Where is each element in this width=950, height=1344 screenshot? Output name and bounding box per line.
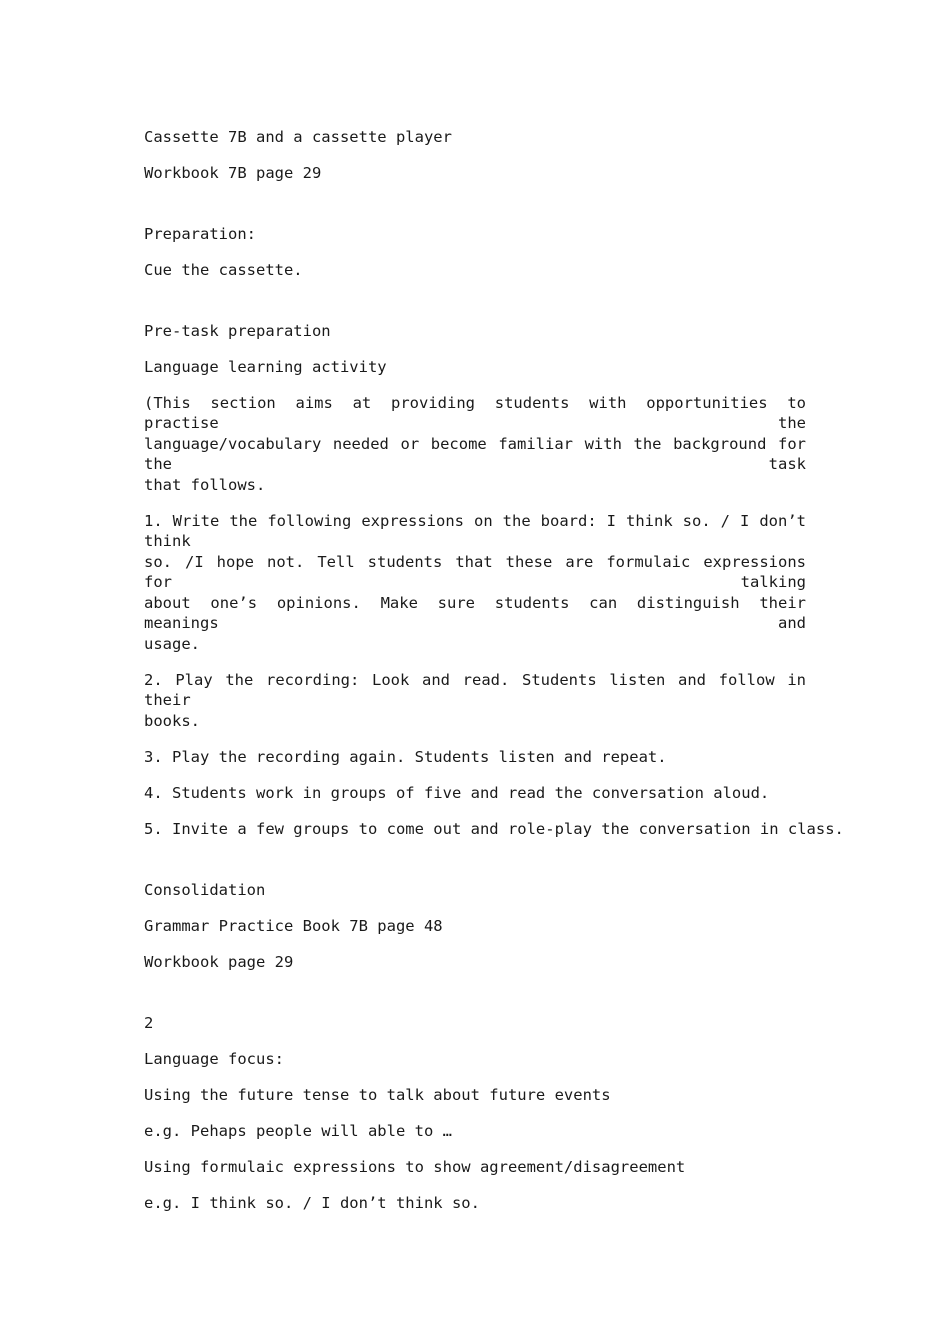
- step-1-line-2: so. /I hope not. Tell students that these are formulaic expressions for talking: [144, 553, 806, 591]
- materials-line-2: Workbook 7B page 29: [144, 164, 322, 182]
- language-focus-item-2: Using formulaic expressions to show agreement/disagreement: [144, 1158, 686, 1176]
- step-4: 4. Students work in groups of five and read the conversation aloud.: [144, 784, 770, 802]
- step-2-line-1: 2. Play the recording: Look and read. Students listen and follow in their: [144, 671, 806, 709]
- step-3: 3. Play the recording again. Students listen and repeat.: [144, 748, 667, 766]
- pre-task-heading: Pre-task preparation: [144, 322, 331, 340]
- language-focus-example-1: e.g. Pehaps people will able to …: [144, 1122, 452, 1140]
- language-focus-heading: Language focus:: [144, 1050, 284, 1068]
- consolidation-heading: Consolidation: [144, 881, 266, 899]
- step-5: 5. Invite a few groups to come out and role-play the conversation in class.: [144, 820, 844, 838]
- preparation-heading: Preparation:: [144, 225, 256, 243]
- step-2-line-2: books.: [144, 712, 200, 730]
- section-number: 2: [144, 1014, 154, 1032]
- step-1-line-3: about one’s opinions. Make sure students can distinguish their meanings and: [144, 594, 806, 632]
- intro-line-1: (This section aims at providing students with opportunities to practise the: [144, 394, 806, 432]
- step-1-line-4: usage.: [144, 635, 200, 653]
- step-1-line-1: 1. Write the following expressions on the board: I think so. / I don’t think: [144, 512, 806, 550]
- intro-line-3: that follows.: [144, 476, 266, 494]
- intro-line-2: language/vocabulary needed or become familiar with the background for the task: [144, 435, 806, 473]
- language-focus-item-1: Using the future tense to talk about future events: [144, 1086, 611, 1104]
- consolidation-item-1: Grammar Practice Book 7B page 48: [144, 917, 443, 935]
- pre-task-subheading: Language learning activity: [144, 358, 387, 376]
- language-focus-example-2: e.g. I think so. / I don’t think so.: [144, 1194, 480, 1212]
- preparation-text: Cue the cassette.: [144, 261, 303, 279]
- materials-line-1: Cassette 7B and a cassette player: [144, 128, 452, 146]
- consolidation-item-2: Workbook page 29: [144, 953, 294, 971]
